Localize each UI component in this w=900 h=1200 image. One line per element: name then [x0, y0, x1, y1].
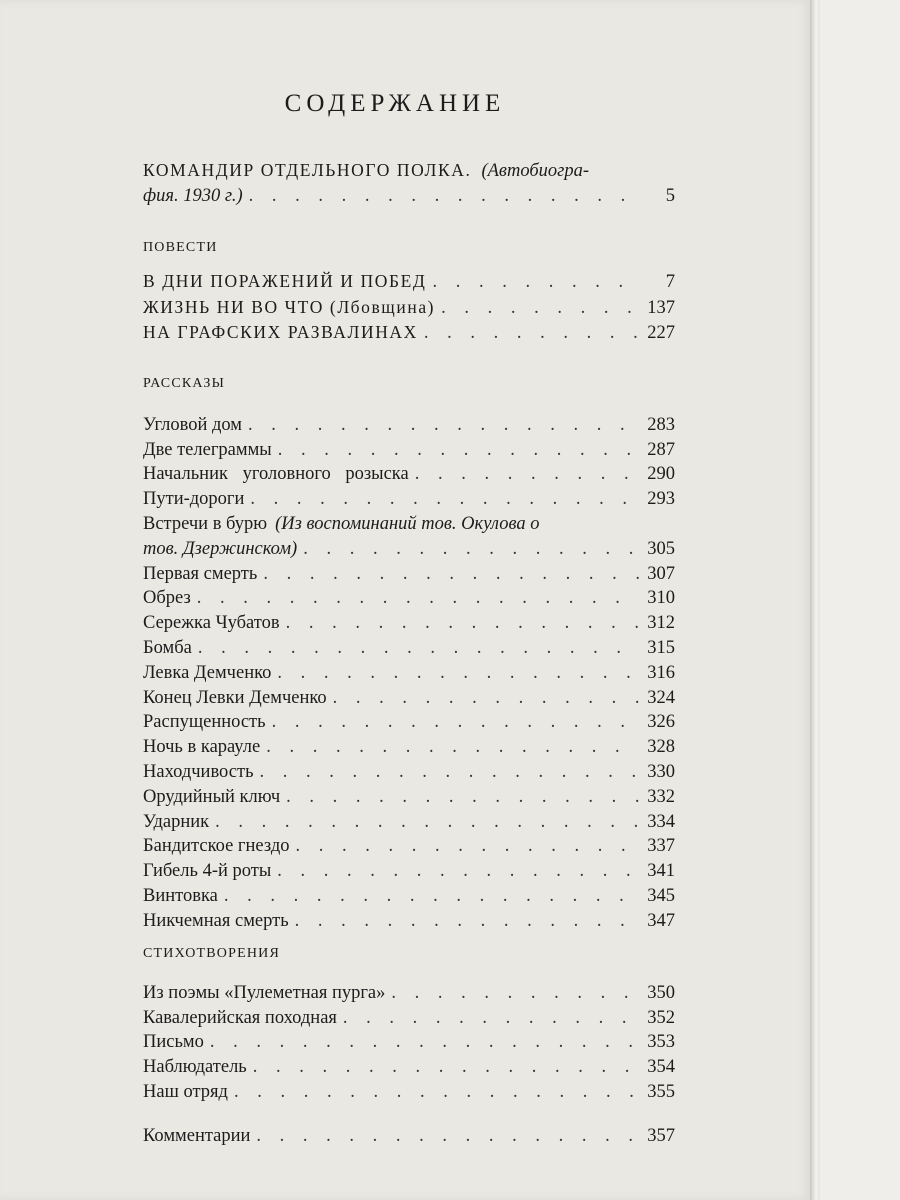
entry-title: Гибель 4-й роты: [143, 861, 272, 882]
leader-dots: [277, 859, 639, 884]
page-number: 310: [647, 588, 675, 609]
toc-entry: [143, 562, 675, 587]
page-title: СОДЕРЖАНИЕ: [284, 90, 506, 117]
page-number: 326: [647, 712, 675, 733]
leader-dots: [224, 884, 639, 909]
entry-title: НА ГРАФСКИХ РАЗВАЛИНАХ: [143, 322, 418, 343]
leader-dots: [391, 981, 639, 1006]
leader-dots: [424, 321, 639, 346]
entry-title: Комментарии: [143, 1126, 251, 1146]
leader-dots: [343, 1006, 639, 1031]
leader-dots: [333, 686, 639, 711]
leader-dots: [256, 1124, 639, 1149]
section-povesti: [143, 236, 675, 346]
page-number: 337: [647, 836, 675, 857]
toc-entry: [143, 636, 675, 661]
page-number: 7: [665, 271, 675, 292]
entry-title: В ДНИ ПОРАЖЕНИЙ И ПОБЕД: [143, 270, 427, 291]
toc-entry: [143, 1055, 675, 1080]
toc-entry: [143, 760, 675, 785]
entry-title: Бомба: [143, 637, 192, 658]
page-number: 5: [665, 185, 675, 206]
toc-entry: [143, 1030, 675, 1055]
leader-dots: [278, 438, 639, 463]
toc-entry: [143, 661, 675, 686]
leader-dots: [277, 661, 639, 686]
entry-title: Письмо: [143, 1032, 204, 1053]
leader-dots: [432, 270, 639, 295]
page-number: 315: [647, 637, 675, 658]
entry-title: Распущенность: [143, 712, 266, 733]
toc-entry: [143, 686, 675, 711]
intro-subtitle-part1: (Автобиогра-: [481, 161, 590, 181]
leader-dots: [250, 487, 639, 512]
entry-title: Две телеграммы: [143, 439, 272, 460]
page-number: 330: [647, 761, 675, 782]
page-number: 332: [647, 786, 675, 807]
leader-dots: [249, 184, 639, 209]
toc-commentary: [143, 1124, 675, 1149]
page-number: 345: [647, 885, 675, 906]
toc-entry: [143, 735, 675, 760]
entry-title: Начальник уголовного розыска: [143, 464, 409, 485]
toc-entry: [143, 295, 675, 321]
leader-dots: [210, 1030, 639, 1055]
leader-dots: [303, 537, 639, 562]
page-number: 283: [647, 414, 675, 435]
next-page-margin: [820, 0, 900, 1200]
entry-title: Первая смерть: [143, 563, 258, 584]
toc-entry: [143, 859, 675, 884]
page-number: 227: [647, 323, 675, 344]
page-number: 312: [647, 613, 675, 634]
page-number: 352: [647, 1007, 675, 1028]
page-number: 353: [647, 1032, 675, 1053]
entry-title: Сережка Чубатов: [143, 613, 280, 634]
toc-entry: [143, 785, 675, 810]
entry-subtitle-part2: тов. Дзержинском): [143, 538, 298, 559]
toc-entry: [143, 710, 675, 735]
toc-entry-multiline: [143, 512, 675, 537]
entry-title: Никчемная смерть: [143, 910, 289, 931]
toc-entry: [143, 884, 675, 909]
toc-entry: [143, 1006, 675, 1031]
toc-entry: [143, 981, 675, 1006]
leader-dots: [286, 785, 639, 810]
entry-title: Орудийный ключ: [143, 786, 281, 807]
section-stikhotvoreniya: [143, 942, 675, 1105]
page-number: 341: [647, 861, 675, 882]
intro-subtitle-part2: фия. 1930 г.): [143, 185, 243, 206]
toc-entry: [143, 909, 675, 934]
entry-title: Ударник: [143, 811, 210, 832]
entry-title: ЖИЗНЬ НИ ВО ЧТО (Лбовщина): [143, 296, 436, 317]
leader-dots: [234, 1080, 639, 1105]
leader-dots: [248, 413, 639, 438]
leader-dots: [441, 296, 639, 321]
toc-entry: [143, 413, 675, 438]
toc-intro-entry: [143, 158, 675, 209]
entry-title: Наш отряд: [143, 1081, 228, 1102]
toc-entry: [143, 611, 675, 636]
entry-title: Конец Левки Демченко: [143, 687, 327, 708]
leader-dots: [415, 462, 639, 487]
leader-dots: [286, 611, 639, 636]
toc-entry: [143, 487, 675, 512]
page-number: 324: [647, 687, 675, 708]
entry-title: Кавалерийская походная: [143, 1007, 337, 1028]
toc-entry: [143, 269, 675, 295]
page-number: 334: [647, 811, 675, 832]
section-heading: СТИХОТВОРЕНИЯ: [143, 946, 281, 961]
page-number: 328: [647, 737, 675, 758]
page-number: 350: [647, 982, 675, 1003]
section-heading: РАССКАЗЫ: [143, 376, 226, 391]
intro-title: КОМАНДИР ОТДЕЛЬНОГО ПОЛКА.: [143, 160, 472, 180]
page-number: 347: [647, 910, 675, 931]
page-number: 293: [647, 489, 675, 510]
entry-title: Ночь в карауле: [143, 737, 261, 758]
entry-title: Левка Демченко: [143, 662, 272, 683]
leader-dots: [253, 1055, 639, 1080]
leader-dots: [296, 834, 640, 859]
leader-dots: [266, 735, 639, 760]
page-number: 287: [647, 439, 675, 460]
entry-title: Встречи в бурю: [143, 513, 268, 534]
page-number: 137: [647, 297, 675, 318]
entry-title: Из поэмы «Пулеметная пурга»: [143, 982, 386, 1003]
leader-dots: [295, 909, 639, 934]
entry-title: Угловой дом: [143, 414, 243, 435]
entry-title: Обрез: [143, 588, 191, 609]
toc-entry: [143, 834, 675, 859]
leader-dots: [260, 760, 639, 785]
page-number: 354: [647, 1057, 675, 1078]
entry-subtitle-part1: (Из воспоминаний тов. Окулова о: [275, 513, 540, 534]
toc-entry: [143, 810, 675, 835]
leader-dots: [215, 810, 639, 835]
leader-dots: [197, 586, 639, 611]
toc-entry: [143, 1080, 675, 1105]
leader-dots: [198, 636, 639, 661]
page-number: 305: [647, 538, 675, 559]
toc-entry: [143, 1124, 675, 1149]
entry-title: Наблюдатель: [143, 1057, 247, 1078]
section-rasskazy: [143, 372, 675, 934]
toc-entry: [143, 320, 675, 346]
toc-entry: [143, 586, 675, 611]
page-edge: [810, 0, 820, 1200]
section-heading: ПОВЕСТИ: [143, 240, 218, 255]
entry-title: Винтовка: [143, 885, 218, 906]
page-number: 307: [647, 563, 675, 584]
leader-dots: [272, 710, 639, 735]
toc-entry: [143, 438, 675, 463]
page-number: 355: [647, 1081, 675, 1102]
leader-dots: [263, 562, 639, 587]
entry-title: Бандитское гнездо: [143, 836, 290, 857]
page-number: 290: [647, 464, 675, 485]
page-number: 316: [647, 662, 675, 683]
entry-title: Находчивость: [143, 761, 254, 782]
toc-entry: [143, 462, 675, 487]
page-number: 357: [647, 1126, 675, 1146]
entry-title: Пути-дороги: [143, 489, 245, 510]
